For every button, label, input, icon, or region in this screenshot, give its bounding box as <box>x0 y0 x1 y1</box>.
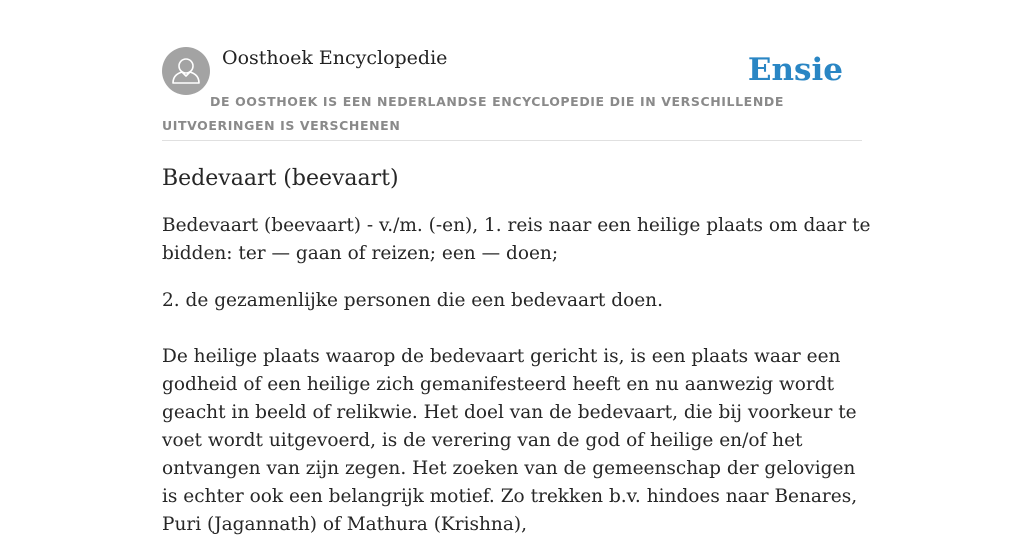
publication-description: DE OOSTHOEK IS EEN NEDERLANDSE ENCYCLOPEDIE DIE IN VERSCHILLENDE UITVOERINGEN IS VERSCHENEN <box>162 94 784 133</box>
article <box>162 160 872 539</box>
brand-logo[interactable]: Ensie <box>747 52 843 88</box>
publication-header <box>162 46 862 141</box>
article-title: Bedevaart (beevaart) <box>162 166 399 191</box>
article-paragraph: 2. de gezamenlijke personen die een bedevaart doen. <box>162 290 663 311</box>
article-paragraph: De heilige plaats waarop de bedevaart gericht is, is een plaats waar een godheid of een heilige zich gemanifesteerd heeft en nu aanwezig wordt geacht in beeld of relikwie. Het doel van de bedevaart, die bij voorkeur te voet wordt uitgevoerd, is de verering van de god of heilige en/of het ontvangen van zijn zegen. Het zoeken van de gemeenschap der gelovigen is echter ook een belangrijk motief. Zo trekken b.v. hindoes naar Benares, Puri (Jagannath) of Mathura (Krishna), <box>162 346 858 535</box>
article-paragraph: Bedevaart (beevaart) - v./m. (-en), 1. reis naar een heilige plaats om daar te bidden: ter — gaan of reizen; een — doen; <box>162 215 871 264</box>
publication-name[interactable]: Oosthoek Encyclopedie <box>222 47 448 69</box>
user-avatar-icon[interactable] <box>162 47 210 95</box>
